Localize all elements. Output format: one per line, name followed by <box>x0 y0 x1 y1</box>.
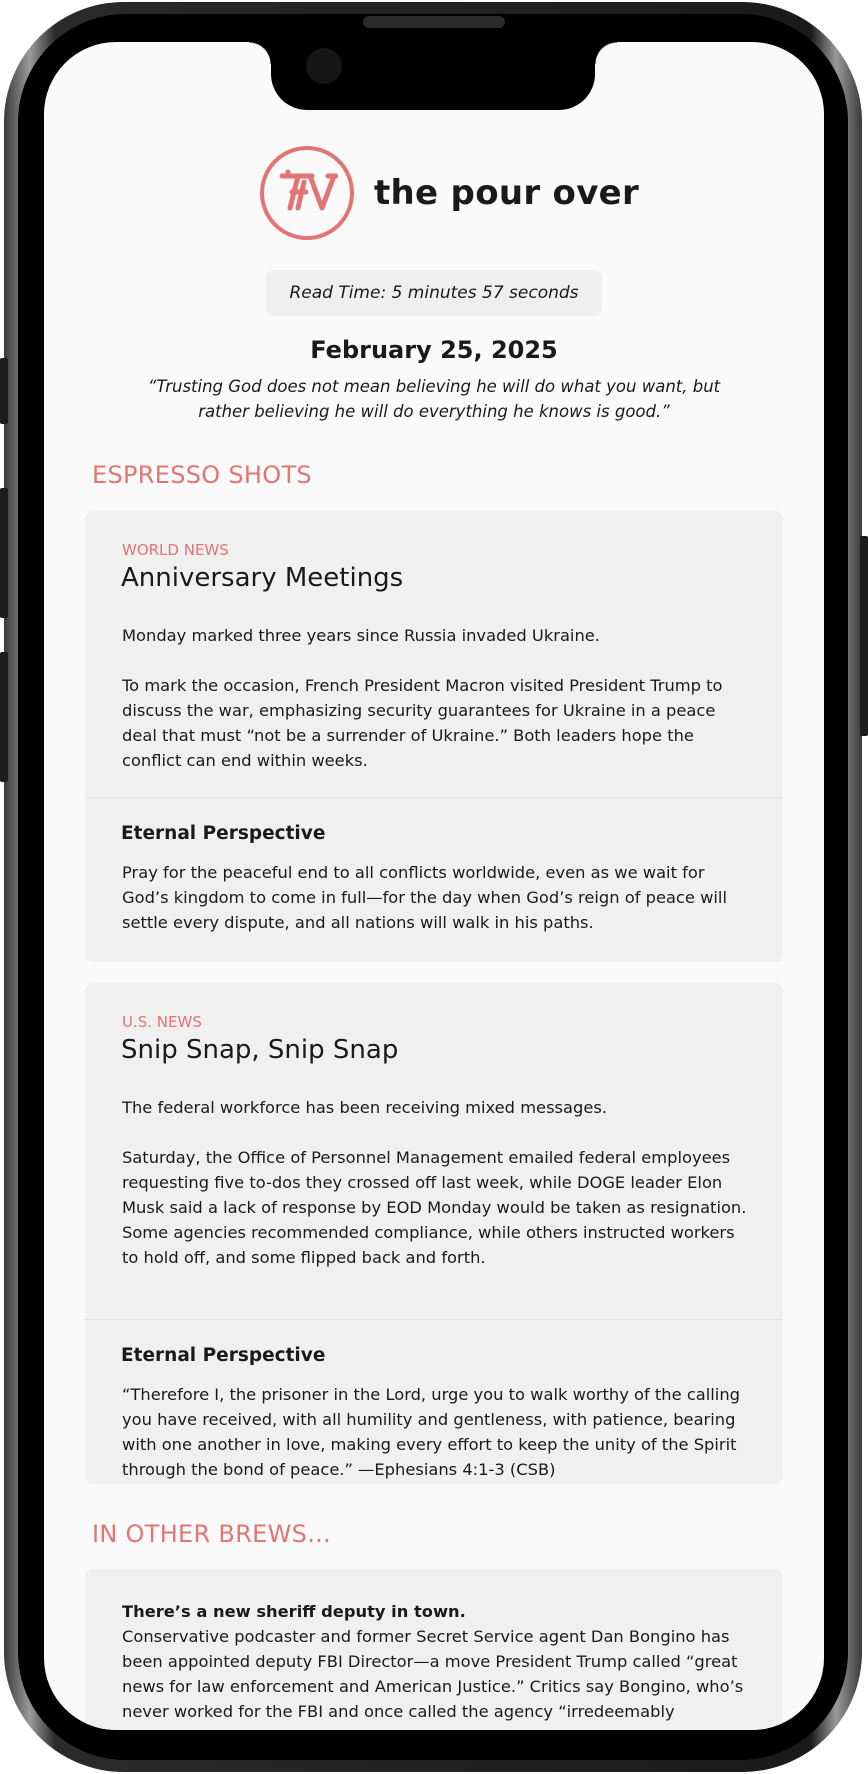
tpo-logo-icon <box>260 146 354 240</box>
story-kicker: WORLD NEWS <box>122 541 229 559</box>
read-time-badge: Read Time: 5 minutes 57 seconds <box>266 270 602 316</box>
perspective-text: “Therefore I, the prisoner in the Lord, urge you to walk worthy of the calling you have received, with all humility and gentleness, with patience, bearing with one another in love, making every effort to keep the unity of the Spirit through the bond of peace.” —Ephesians 4:1-3 (CSB) <box>122 1385 740 1479</box>
brew-item-title: There’s a new sheriff deputy in town. <box>122 1602 466 1621</box>
daily-quote: “Trusting God does not mean believing he will do what you want, but rather believing he will do everything he knows is good.” <box>147 377 721 421</box>
issue-date: February 25, 2025 <box>310 336 558 364</box>
brews-card <box>85 1569 783 1730</box>
divider <box>85 1319 783 1320</box>
brand-header <box>260 146 639 240</box>
brand-name: the pour over <box>374 173 640 213</box>
camera-icon <box>306 48 342 84</box>
story-paragraph: Monday marked three years since Russia invaded Ukraine. <box>122 626 600 645</box>
story-kicker: U.S. NEWS <box>122 1013 202 1031</box>
section-title-other-brews: IN OTHER BREWS... <box>92 1520 331 1548</box>
phone-side-button <box>860 536 868 736</box>
perspective-text: Pray for the peaceful end to all conflicts worldwide, even as we wait for God’s kingdom to come in full—for the day when God’s reign of peace will settle every dispute, and all nations will walk in his paths. <box>122 863 727 932</box>
story-card <box>85 983 783 1484</box>
story-headline: Anniversary Meetings <box>121 563 404 593</box>
speaker-grille <box>363 16 505 28</box>
story-card <box>85 511 783 962</box>
divider <box>85 797 783 798</box>
story-headline: Snip Snap, Snip Snap <box>121 1035 399 1065</box>
perspective-title: Eternal Perspective <box>121 823 326 844</box>
phone-side-button <box>0 652 8 782</box>
section-title-espresso: ESPRESSO SHOTS <box>92 461 312 489</box>
story-paragraph: The federal workforce has been receiving mixed messages. <box>122 1098 608 1117</box>
story-paragraph: Saturday, the Office of Personnel Management emailed federal employees requesting five to-dos they crossed off last week, while DOGE leader Elon Musk said a lack of response by EOD Monday would be taken as resignation. Some agencies recommended compliance, while others instructed workers to hold off, and some flipped back and forth. <box>122 1148 747 1267</box>
brew-item-text: Conservative podcaster and former Secret Service agent Dan Bongino has been appointed deputy FBI Director—a move President Trump called “great news for law enforcement and American Justice.” Critics say Bongino, who’s never worked for the FBI and once called the agency “irredeemably <box>122 1627 744 1721</box>
phone-side-button <box>0 358 8 424</box>
phone-side-button <box>0 488 8 618</box>
perspective-title: Eternal Perspective <box>121 1345 326 1366</box>
story-paragraph: To mark the occasion, French President Macron visited President Trump to discuss the war, emphasizing security guarantees for Ukraine in a peace deal that must “not be a surrender of Ukraine.” Both leaders hope the conflict can end within weeks. <box>122 676 723 770</box>
phone-screen <box>44 42 824 1730</box>
